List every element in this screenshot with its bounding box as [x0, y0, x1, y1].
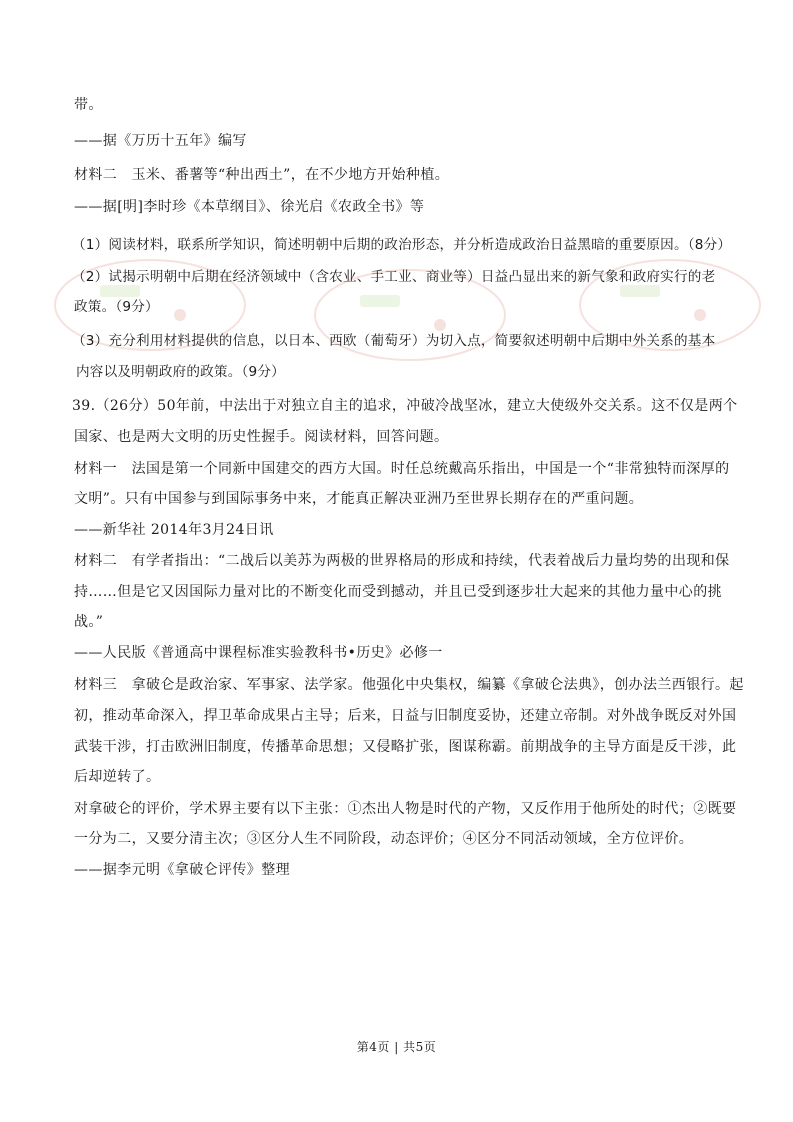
material-paragraph-continued: 武装干涉，打击欧洲旧制度，传播革命思想；又侵略扩张，图谋称霸。前期战争的主导方面是反干涉，此	[74, 739, 737, 755]
material-paragraph-continued: 持……但是它又因国际力量对比的不断变化而受到撼动，并且已受到逐步壮大起来的其他力量中心的挑	[74, 584, 722, 600]
material-paragraph-continued: 文明”。只有中国参与到国际事务中来，才能真正解决亚洲乃至世界长期存在的严重问题。	[74, 491, 644, 507]
question-3: （3）充分利用材料提供的信息，以日本、西欧（葡萄牙）为切入点，简要叙述明朝中后期中外关系的基本	[72, 333, 716, 349]
evaluation-paragraph-continued: 一分为二，又要分清主次；③区分人生不同阶段，动态评价；④区分不同活动领域，全方位评价。	[74, 831, 694, 847]
source-citation: ——人民版《普通高中课程标准实验教科书•历史》必修一	[74, 645, 443, 661]
question-39-intro: 39.（26分）50年前，中法出于对独立自主的追求，冲破冷战坚冰，建立大使级外交关系。这不仅是两个	[72, 398, 738, 414]
source-citation: ——据[明]李时珍《本草纲目》、徐光启《农政全书》等	[74, 199, 425, 215]
question-1: （1）阅读材料，联系所学知识，简述明朝中后期的政治形态，并分析造成政治日益黑暗的重要原因。（8分）	[72, 237, 732, 253]
material-paragraph-continued: 初，推动革命深入，捍卫革命成果占主导；后来，日益与旧制度妥协，还建立帝制。对外战争既反对外国	[74, 708, 737, 724]
material-paragraph-continued: 战。”	[74, 614, 104, 630]
material-paragraph: 材料二 有学者指出：“二战后以美苏为两极的世界格局的形成和持续，代表着战后力量均势的出现和保	[74, 553, 730, 569]
source-citation: ——据李元明《拿破仑评传》整理	[74, 862, 290, 878]
page-footer: 第4页 | 共5页	[356, 1040, 437, 1054]
material-paragraph: 材料二 玉米、番薯等“种出西土”，在不少地方开始种植。	[74, 167, 450, 183]
question-3-continued: 内容以及明朝政府的政策。（9分）	[76, 364, 285, 380]
question-2: （2）试揭示明朝中后期在经济领域中（含农业、手工业、商业等）日益凸显出来的新气象和政府实行的老	[72, 269, 716, 285]
material-paragraph: 材料一 法国是第一个同新中国建交的西方大国。时任总统戴高乐指出，中国是一个“非常独特而深厚的	[74, 461, 730, 477]
question-2-continued: 政策。（9分）	[74, 299, 159, 315]
source-citation: ——新华社 2014年3月24日讯	[74, 522, 274, 538]
text-line: 带。	[74, 97, 103, 113]
source-citation: ——据《万历十五年》编写	[74, 133, 247, 149]
question-39-intro-continued: 国家、也是两大文明的历史性握手。阅读材料，回答问题。	[74, 429, 449, 445]
material-paragraph: 材料三 拿破仑是政治家、军事家、法学家。他强化中央集权，编纂《拿破仑法典》，创办法兰西银行。起	[74, 677, 744, 693]
evaluation-paragraph: 对拿破仑的评价，学术界主要有以下主张：①杰出人物是时代的产物，又反作用于他所处的时代；②既要	[74, 801, 737, 817]
material-paragraph-continued: 后却逆转了。	[74, 769, 161, 785]
